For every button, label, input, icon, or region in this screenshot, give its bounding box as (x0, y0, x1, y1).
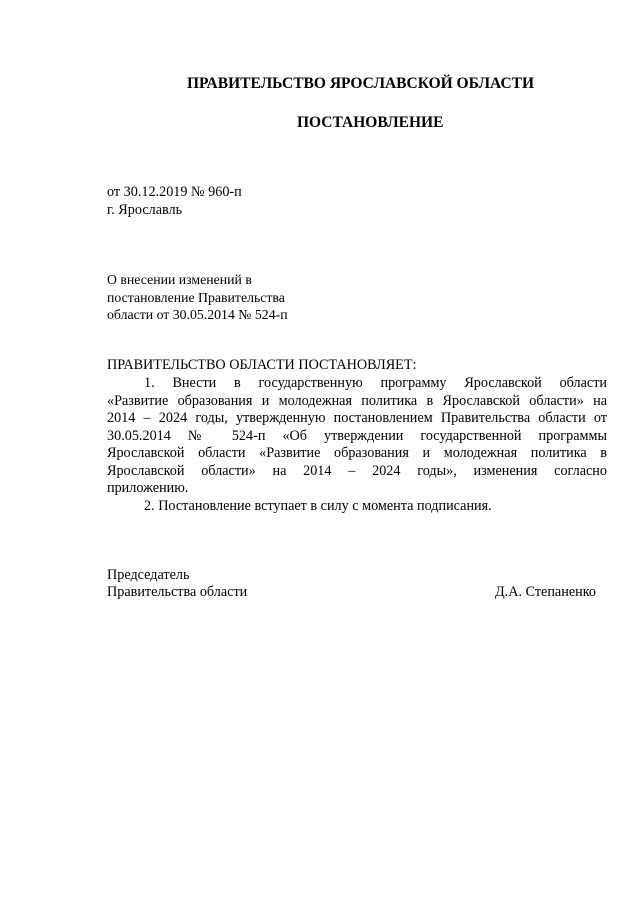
date-number: от 30.12.2019 № 960-п (107, 184, 242, 200)
subject-line: О внесении изменений в (107, 272, 252, 287)
subject-line: постановление Правительства (107, 290, 285, 305)
signature-title-line: Председатель (107, 567, 190, 583)
paragraph-1-line: Ярославской области» на 2014 – 2024 годы», изменения согласно (107, 463, 607, 479)
signatory-name: Д.А. Степаненко (495, 584, 596, 600)
signature-title-line: Правительства области (107, 584, 248, 600)
paragraph-1-line: приложению. (107, 480, 189, 496)
paragraph-2: 2. Постановление вступает в силу с момента подписания. (144, 498, 492, 514)
subject-line: области от 30.05.2014 № 524-п (107, 307, 288, 322)
paragraph-1-line: 1. Внести в государственную программу Ярославской области (144, 375, 607, 391)
paragraph-1-line: «Развитие образования и молодежная политика в Ярославской области» на (107, 393, 607, 409)
paragraph-1-line: 30.05.2014 № 524-п «Об утверждении государственной программы (107, 428, 607, 444)
decree-statement: ПРАВИТЕЛЬСТВО ОБЛАСТИ ПОСТАНОВЛЯЕТ: (107, 357, 417, 373)
paragraph-1-line: 2014 – 2024 годы, утвержденную постановлением Правительства области от (107, 410, 607, 426)
document-type-heading: ПОСТАНОВЛЕНИЕ (297, 114, 444, 131)
city: г. Ярославль (107, 202, 183, 218)
paragraph-1-line: Ярославской области «Развитие образования и молодежная политика в (107, 445, 607, 461)
government-heading: ПРАВИТЕЛЬСТВО ЯРОСЛАВСКОЙ ОБЛАСТИ (187, 75, 535, 92)
